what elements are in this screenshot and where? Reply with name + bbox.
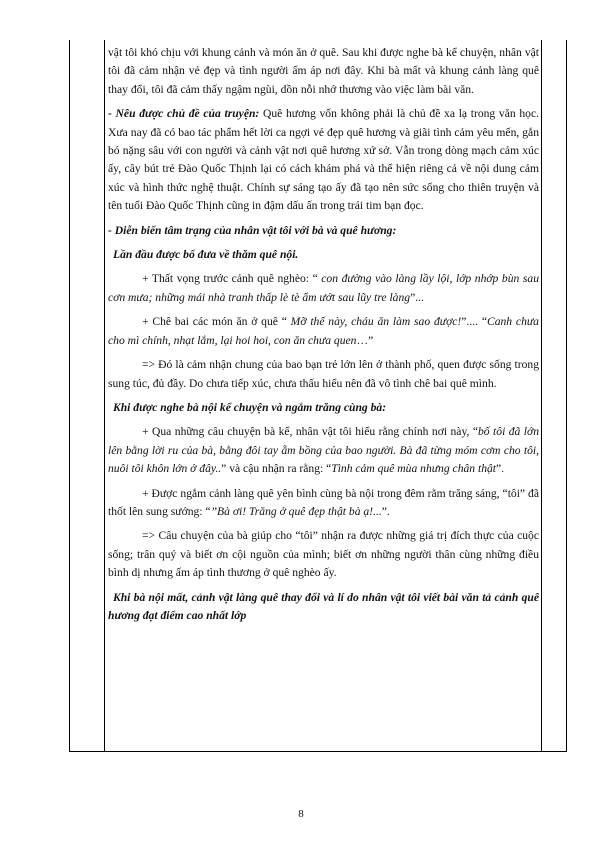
first-visit-point-2: + Chê bai các món ăn ở quê “ Mỡ thế này, cháu ăn làm sao được!”.... “Canh chưa cho mì chính, nhạt lắm, lại hoi hoi, con ăn chưa quen…” <box>108 315 539 347</box>
table-border-col1 <box>104 40 105 752</box>
page-number: 8 <box>298 808 304 820</box>
theme-text: Quê hương vốn không phải là chủ đề xa lạ trong văn học. Xưa nay đã có bao tác phẩm hết lời ca ngợi vẻ đẹp quê hương và giãi tình cảm yêu mến, gắn bó nặng sâu với con người và cảnh vật nơi quê hương xứ sở. Vẫn trong dòng mạch cảm xúc ấy, cây bút trẻ Đào Quốc Thịnh lại có cách khám phá và thể hiện riêng cả về nội dung cảm xúc và hình thức nghệ thuật. Chính sự sáng tạo ấy đã tạo nên sức sống cho thiên truyện và tên tuổi Đào Quốc Thịnh cũng in đậm dấu ấn trong trái tim bạn đọc. <box>108 107 539 213</box>
theme-paragraph <box>108 105 539 215</box>
theme-heading: - Nêu được chủ đề của truyện: <box>108 107 260 121</box>
table-cell-content <box>108 44 539 625</box>
story-time-heading: Khi được nghe bà nội kể chuyện và ngắm trăng cùng bà: <box>113 400 387 414</box>
intro-paragraph: vật tôi khó chịu với khung cảnh và món ăn ở quê. Sau khi được nghe bà kể chuyện, nhân vật tôi đã cảm nhận vẻ đẹp và tình người ấm áp nơi đây. Khi bà mất và khung cảnh làng quê thay đổi, tôi đã cảm thấy ngậm ngùi, dồn nỗi nhớ thương vào việc làm bài văn. <box>108 46 539 96</box>
first-visit-point-1: + Thất vọng trước cảnh quê nghèo: “ con đường vào làng lầy lội, lớp nhớp bùn sau cơn mưa; những mái nhà tranh thấp lè tè ẩm ướt sau lũy tre làng”... <box>108 272 539 304</box>
table-border-bottom <box>69 751 566 752</box>
grandma-passed-heading: Khi bà nội mất, cảnh vật làng quê thay đổi và lí do nhân vật tôi viết bài văn tả cảnh quê hương đạt điểm cao nhất lớp <box>108 590 539 622</box>
table-border-col2 <box>541 40 542 752</box>
first-visit-conclusion: => Đó là cảm nhận chung của bao bạn trẻ lớn lên ở thành phố, quen được sống trong sung túc, đủ đầy. Do chưa tiếp xúc, chưa thấu hiểu nên đã vô tình chê bai quê mình. <box>108 358 539 390</box>
story-time-conclusion: => Câu chuyện của bà giúp cho “tôi” nhận ra được những giá trị đích thực của cuộc sống; trân quý và biết ơn cội nguồn của mình; biết ơn những người thân cùng những điều bình dị nhưng ấm áp tình thương ở quê nghèo ấy. <box>108 529 539 580</box>
table-border-left <box>69 40 70 752</box>
first-visit-heading: Lần đầu được bố đưa về thăm quê nội. <box>113 248 299 262</box>
table-border-right <box>566 40 567 752</box>
development-heading: - Diễn biến tâm trạng của nhân vật tôi với bà và quê hương: <box>108 223 397 237</box>
story-time-point-1: + Qua những câu chuyện bà kể, nhân vật tôi hiểu rằng chính nơi này, “bố tôi đã lớn lên bằng lời ru của bà, bằng đôi tay ẵm bồng của bao người. Bà đã từng móm cơm cho tôi, nuôi tôi khôn lớn ở đây..” và cậu nhận ra rằng: “Tình cảm quê mùa nhưng chân thật”. <box>108 425 540 476</box>
story-time-point-2: + Được ngắm cảnh làng quê yên bình cùng bà nội trong đêm rằm trăng sáng, “tôi” đã thốt lên sung sướng: “”Bà ơi! Trăng ở quê đẹp thật bà ạ!...”. <box>108 486 539 518</box>
